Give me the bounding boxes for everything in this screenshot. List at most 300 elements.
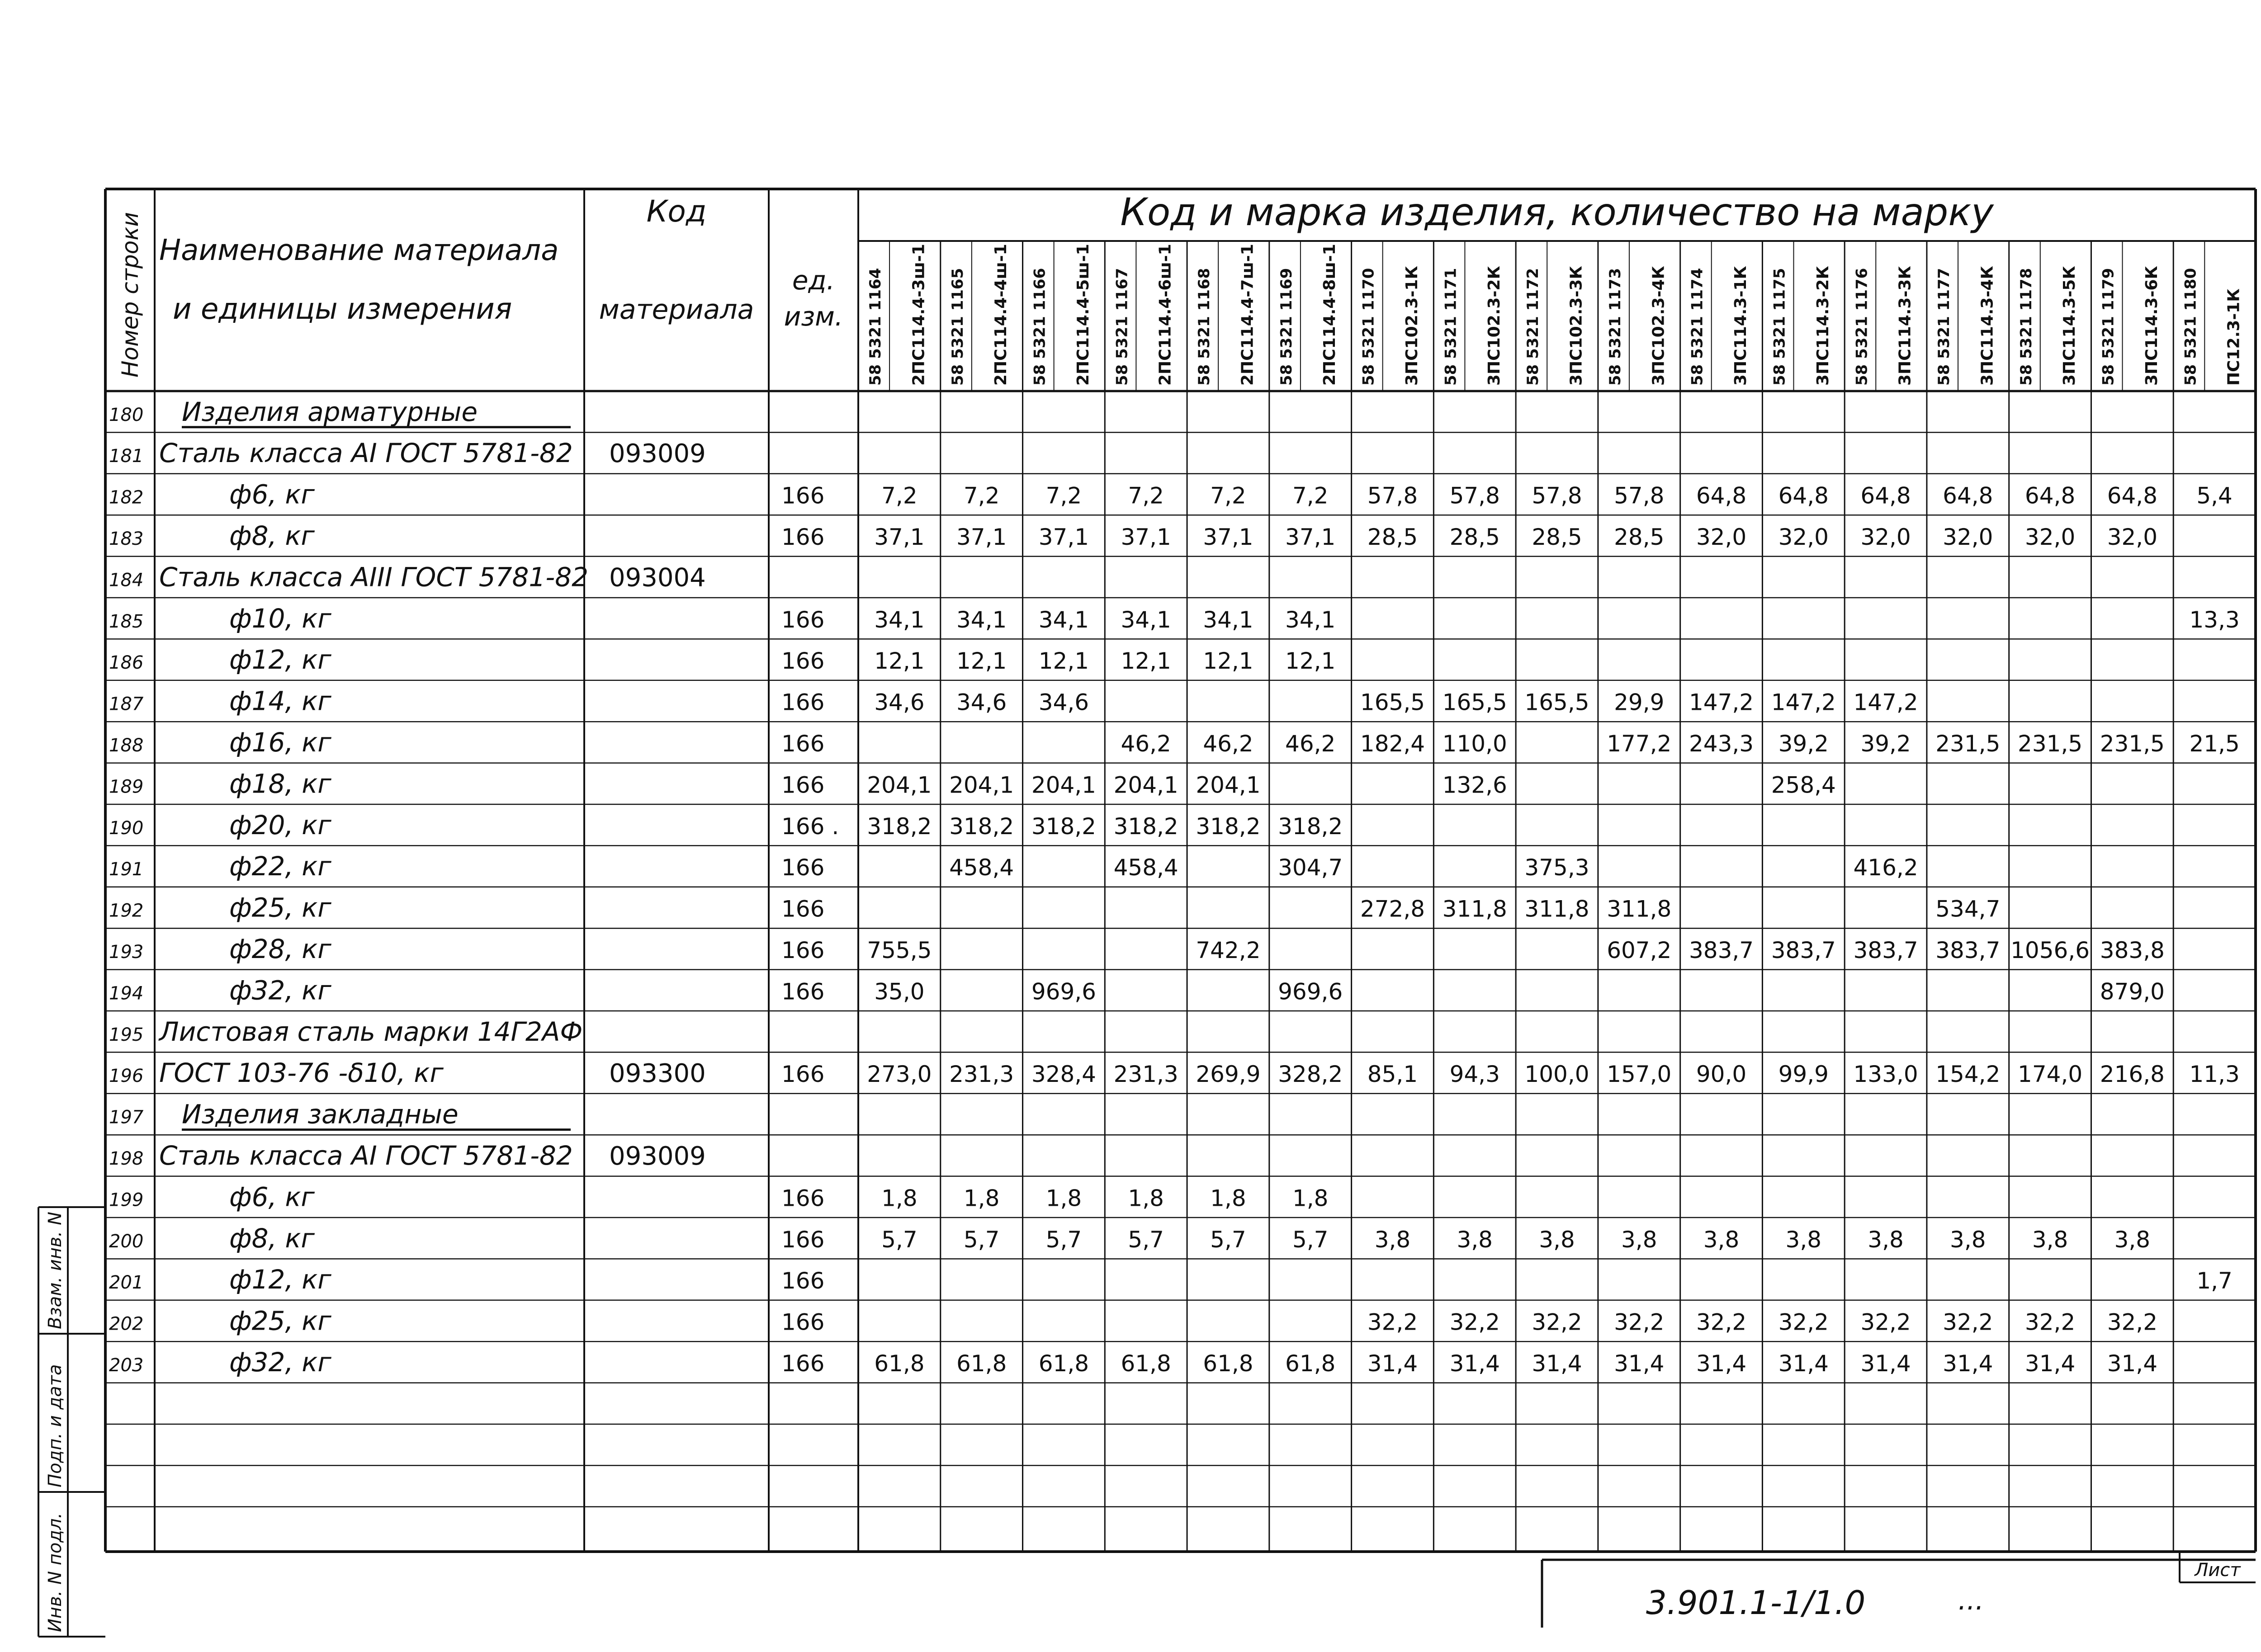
quantity-cell: 31,4	[1367, 1350, 1418, 1377]
quantity-cell: 110,0	[1442, 731, 1507, 757]
material-name: ф25, кг	[229, 1305, 331, 1336]
material-name: ГОСТ 103-76 -δ10, кг	[159, 1057, 444, 1089]
quantity-cell: 3,8	[1868, 1226, 1904, 1253]
quantity-cell: 607,2	[1607, 937, 1672, 964]
quantity-cell: 1,8	[1292, 1185, 1329, 1212]
quantity-cell: 37,1	[956, 524, 1007, 551]
quantity-cell: 94,3	[1449, 1061, 1500, 1088]
quantity-cell: 61,8	[1038, 1350, 1089, 1377]
material-name: ф18, кг	[229, 768, 331, 799]
material-name: ф8, кг	[229, 520, 315, 552]
quantity-cell: 12,1	[1285, 648, 1336, 675]
quantity-cell: 204,1	[867, 772, 932, 798]
quantity-cell: 3,8	[1457, 1226, 1493, 1253]
material-name: ф25, кг	[229, 892, 331, 923]
quantity-cell: 174,0	[2018, 1061, 2083, 1088]
quantity-cell: 318,2	[1278, 813, 1343, 840]
unit-header: ед.	[792, 265, 835, 296]
quantity-cell: 32,0	[2024, 524, 2076, 551]
quantity-cell: 231,3	[949, 1061, 1014, 1088]
quantity-cell: 37,1	[1038, 524, 1089, 551]
table-row	[109, 1057, 2240, 1088]
quantity-cell: 5,7	[1128, 1226, 1164, 1253]
quantity-cell: 383,7	[1935, 937, 2001, 964]
quantity-cell: 5,7	[1292, 1226, 1329, 1253]
row-number: 196	[109, 1066, 144, 1087]
quantity-cell: 34,1	[874, 606, 925, 633]
table-row	[109, 810, 1343, 840]
quantity-cell: 147,2	[1853, 689, 1918, 716]
material-name: Листовая сталь марки 14Г2АФ	[159, 1016, 583, 1047]
quantity-cell: 375,3	[1524, 854, 1589, 881]
quantity-cell: 12,1	[1203, 648, 1253, 675]
quantity-cell: 39,2	[1860, 731, 1911, 757]
quantity-cell: 12,1	[1121, 648, 1171, 675]
quantity-cell: 34,1	[956, 606, 1007, 633]
quantity-cell: 3,8	[1950, 1226, 1986, 1253]
unit-code: 166	[781, 524, 825, 551]
quantity-cell: 5,7	[1210, 1226, 1246, 1253]
quantity-cell: 61,8	[1121, 1350, 1171, 1377]
table-row	[109, 1016, 582, 1047]
quantity-cell: 61,8	[874, 1350, 925, 1377]
row-number: 199	[109, 1189, 144, 1211]
quantity-cell: 46,2	[1203, 731, 1253, 757]
quantity-cell: 37,1	[1203, 524, 1253, 551]
quantity-cell: 216,8	[2100, 1061, 2165, 1088]
quantity-cell: 31,4	[1449, 1350, 1500, 1377]
material-name: Изделия арматурные	[182, 396, 478, 427]
column-mark: 2ПС114.4-3ш-1	[909, 244, 928, 386]
column-mark: 3ПС114.3-6К	[2142, 266, 2161, 386]
quantity-cell: 28,5	[1449, 524, 1500, 551]
row-number: 201	[109, 1272, 144, 1293]
quantity-cell: 311,8	[1524, 896, 1589, 922]
column-code: 58 5321 1167	[1113, 268, 1131, 386]
table-row	[109, 1181, 1328, 1212]
quantity-cell: 165,5	[1360, 689, 1425, 716]
column-mark: 3ПС102.3-3К	[1567, 266, 1586, 386]
quantity-cell: 383,7	[1853, 937, 1918, 964]
quantity-cell: 534,7	[1935, 896, 2001, 922]
unit-code: 166 .	[781, 813, 839, 840]
quantity-cell: 34,1	[1038, 606, 1089, 633]
column-code: 58 5321 1169	[1277, 268, 1296, 386]
quantity-cell: 28,5	[1367, 524, 1418, 551]
quantity-cell: 32,2	[1367, 1309, 1418, 1336]
quantity-cell: 64,8	[1943, 482, 1993, 509]
quantity-cell: 243,3	[1689, 731, 1754, 757]
quantity-cell: 32,2	[1696, 1309, 1747, 1336]
quantity-cell: 1,8	[881, 1185, 918, 1212]
quantity-cell: 311,8	[1442, 896, 1507, 922]
quantity-cell: 318,2	[1196, 813, 1261, 840]
quantity-cell: 231,5	[2018, 731, 2083, 757]
quantity-cell: 147,2	[1771, 689, 1836, 716]
title-block	[1542, 1552, 2256, 1628]
quantity-cell: 1,7	[2196, 1268, 2233, 1294]
quantity-cell: 154,2	[1935, 1061, 2001, 1088]
quantity-cell: 458,4	[949, 854, 1014, 881]
material-name: ф12, кг	[229, 1264, 331, 1295]
table-row	[109, 1306, 2157, 1336]
stamp-replacement-inv: Взам. инв. N	[45, 1212, 66, 1329]
quantity-cell: 3,8	[1374, 1226, 1411, 1253]
stamp-original-inv: Инв. N подл.	[45, 1512, 66, 1632]
quantity-cell: 64,8	[2024, 482, 2076, 509]
row-number: 184	[109, 570, 144, 591]
material-name: ф6, кг	[229, 479, 315, 510]
unit-code: 166	[781, 482, 825, 509]
quantity-cell: 1,8	[1128, 1185, 1164, 1212]
quantity-cell: 258,4	[1771, 772, 1836, 798]
column-code: 58 5321 1178	[2017, 268, 2035, 386]
quantity-cell: 61,8	[1203, 1350, 1253, 1377]
table-row	[109, 975, 2165, 1005]
row-number-header: Номер строки	[117, 212, 143, 378]
column-code: 58 5321 1174	[1688, 268, 1707, 386]
column-mark: 3ПС102.3-2К	[1485, 266, 1504, 386]
quantity-cell: 34,6	[1038, 689, 1089, 716]
unit-code: 166	[781, 1185, 825, 1212]
quantity-cell: 32,0	[1778, 524, 1829, 551]
stamp-signature-date: Подп. и дата	[45, 1364, 66, 1487]
side-stamp	[38, 1207, 105, 1637]
row-number: 192	[109, 900, 144, 921]
product-header: Код и марка изделия, количество на марку	[1120, 190, 1994, 234]
row-number: 190	[109, 817, 144, 839]
quantity-cell: 742,2	[1196, 937, 1261, 964]
column-code: 58 5321 1177	[1935, 268, 1954, 386]
quantity-cell: 273,0	[867, 1061, 932, 1088]
table-row	[109, 603, 2240, 634]
table-header	[117, 190, 1994, 378]
material-name: Сталь класса AI ГОСТ 5781-82	[159, 438, 573, 469]
table-row	[109, 1099, 571, 1130]
quantity-cell: 7,2	[1128, 482, 1164, 509]
table-row	[109, 934, 2165, 964]
unit-code: 166	[781, 1226, 825, 1253]
quantity-cell: 57,8	[1449, 482, 1500, 509]
quantity-cell: 204,1	[1196, 772, 1261, 798]
table-row	[109, 396, 571, 427]
quantity-cell: 37,1	[874, 524, 925, 551]
quantity-cell: 204,1	[949, 772, 1014, 798]
quantity-cell: 90,0	[1696, 1061, 1747, 1088]
quantity-cell: 34,6	[956, 689, 1007, 716]
quantity-cell: 416,2	[1853, 854, 1918, 881]
unit-code: 166	[781, 772, 825, 798]
unit-code: 166	[781, 1061, 825, 1088]
table-grid	[105, 189, 2256, 1552]
quantity-cell: 34,1	[1285, 606, 1336, 633]
quantity-cell: 5,7	[881, 1226, 918, 1253]
unit-header-line2: изм.	[784, 301, 843, 332]
material-name-header-line2: и единицы измерения	[173, 293, 512, 326]
row-number: 181	[109, 446, 144, 467]
column-code: 58 5321 1165	[948, 268, 967, 386]
quantity-cell: 32,2	[1778, 1309, 1829, 1336]
quantity-cell: 32,2	[1532, 1309, 1582, 1336]
quantity-cell: 31,4	[1943, 1350, 1993, 1377]
quantity-cell: 31,4	[2024, 1350, 2076, 1377]
quantity-cell: 34,1	[1121, 606, 1171, 633]
column-mark: 3ПС114.3-5К	[2060, 266, 2079, 386]
quantity-cell: 383,8	[2100, 937, 2165, 964]
material-code: 093004	[609, 563, 706, 593]
quantity-cell: 3,8	[1785, 1226, 1822, 1253]
quantity-cell: 328,2	[1278, 1061, 1343, 1088]
quantity-cell: 1,8	[1210, 1185, 1246, 1212]
quantity-cell: 29,9	[1614, 689, 1665, 716]
column-mark: 2ПС114.4-5ш-1	[1074, 244, 1093, 386]
material-name: ф32, кг	[229, 1347, 331, 1378]
table-row	[109, 892, 2000, 923]
unit-code: 166	[781, 896, 825, 922]
column-mark: 2ПС114.4-4ш-1	[992, 244, 1011, 386]
quantity-cell: 318,2	[1113, 813, 1178, 840]
material-name: ф32, кг	[229, 975, 331, 1006]
table-row	[109, 727, 2240, 758]
quantity-cell: 7,2	[1210, 482, 1246, 509]
quantity-cell: 31,4	[1614, 1350, 1665, 1377]
quantity-cell: 328,4	[1031, 1061, 1096, 1088]
quantity-cell: 34,1	[1203, 606, 1253, 633]
quantity-cell: 31,4	[1860, 1350, 1911, 1377]
quantity-cell: 28,5	[1614, 524, 1665, 551]
quantity-cell: 133,0	[1853, 1061, 1918, 1088]
unit-code: 166	[781, 978, 825, 1005]
quantity-cell: 37,1	[1285, 524, 1336, 551]
quantity-cell: 31,4	[1778, 1350, 1829, 1377]
quantity-cell: 31,4	[1532, 1350, 1582, 1377]
quantity-cell: 269,9	[1196, 1061, 1261, 1088]
row-number: 191	[109, 859, 144, 880]
sheet-label: Лист	[2195, 1560, 2241, 1581]
column-mark: 3ПС114.3-2К	[1813, 266, 1832, 386]
quantity-cell: 12,1	[1038, 648, 1089, 675]
table-row	[109, 768, 1836, 799]
quantity-cell: 272,8	[1360, 896, 1425, 922]
quantity-cell: 132,6	[1442, 772, 1507, 798]
document-code-tail: ...	[1958, 1585, 1984, 1616]
material-name: Изделия закладные	[182, 1099, 459, 1130]
material-name: ф16, кг	[229, 727, 331, 758]
table-row	[109, 562, 706, 592]
material-name: ф22, кг	[229, 851, 331, 882]
quantity-cell: 39,2	[1778, 731, 1829, 757]
row-number: 189	[109, 776, 144, 798]
document-code: 3.901.1-1/1.0	[1646, 1584, 1866, 1622]
quantity-cell: 3,8	[1703, 1226, 1740, 1253]
row-number: 182	[109, 487, 144, 508]
unit-code: 166	[781, 689, 825, 716]
unit-code: 166	[781, 648, 825, 675]
column-mark: 3ПС114.3-1К	[1731, 266, 1750, 386]
column-mark: 2ПС114.4-8ш-1	[1320, 244, 1339, 386]
row-number: 193	[109, 942, 144, 963]
material-name: ф12, кг	[229, 644, 331, 675]
column-code: 58 5321 1176	[1853, 268, 1871, 386]
quantity-cell: 1056,6	[2010, 937, 2090, 964]
table-row	[109, 644, 1335, 675]
row-number: 203	[109, 1355, 144, 1376]
quantity-cell: 3,8	[2114, 1226, 2151, 1253]
table-row	[109, 686, 1918, 717]
unit-code: 166	[781, 1309, 825, 1336]
quantity-cell: 46,2	[1285, 731, 1336, 757]
quantity-cell: 32,0	[1696, 524, 1747, 551]
quantity-cell: 1,8	[1045, 1185, 1082, 1212]
quantity-cell: 5,7	[963, 1226, 1000, 1253]
table-row	[109, 520, 2157, 551]
quantity-cell: 32,2	[2024, 1309, 2076, 1336]
row-number: 202	[109, 1313, 144, 1335]
row-number: 186	[109, 652, 144, 674]
column-mark: 2ПС114.4-7ш-1	[1238, 244, 1257, 386]
quantity-cell: 34,6	[874, 689, 925, 716]
row-number: 183	[109, 529, 144, 550]
column-code: 58 5321 1168	[1195, 268, 1214, 386]
quantity-cell: 37,1	[1121, 524, 1171, 551]
quantity-cell: 458,4	[1113, 854, 1178, 881]
material-name: ф14, кг	[229, 685, 331, 717]
column-code: 58 5321 1179	[2099, 268, 2118, 386]
quantity-cell: 383,7	[1771, 937, 1836, 964]
quantity-cell: 204,1	[1031, 772, 1096, 798]
material-name: ф8, кг	[229, 1222, 315, 1254]
quantity-cell: 64,8	[1778, 482, 1829, 509]
quantity-cell: 231,5	[2100, 731, 2165, 757]
row-number: 195	[109, 1024, 144, 1045]
quantity-cell: 85,1	[1367, 1061, 1418, 1088]
material-name: Сталь класса AIII ГОСТ 5781-82	[159, 562, 589, 593]
quantity-cell: 31,4	[2107, 1350, 2158, 1377]
column-mark: 3ПС102.3-4К	[1649, 266, 1668, 386]
quantity-cell: 28,5	[1532, 524, 1582, 551]
material-name-header: Наименование материала	[159, 234, 559, 267]
quantity-cell: 12,1	[874, 648, 925, 675]
quantity-cell: 57,8	[1367, 482, 1418, 509]
quantity-cell: 11,3	[2189, 1061, 2240, 1088]
quantity-cell: 755,5	[867, 937, 932, 964]
quantity-cell: 100,0	[1524, 1061, 1589, 1088]
unit-code: 166	[781, 606, 825, 633]
quantity-cell: 182,4	[1360, 731, 1425, 757]
quantity-cell: 969,6	[1278, 978, 1343, 1005]
quantity-cell: 311,8	[1607, 896, 1672, 922]
quantity-cell: 32,2	[1614, 1309, 1665, 1336]
material-name: ф6, кг	[229, 1181, 315, 1213]
quantity-cell: 231,5	[1935, 731, 2001, 757]
material-name: Сталь класса AI ГОСТ 5781-82	[159, 1140, 573, 1171]
code-header-bottom: материала	[599, 294, 754, 326]
quantity-cell: 7,2	[1292, 482, 1329, 509]
material-name: ф20, кг	[229, 809, 331, 840]
quantity-cell: 12,1	[956, 648, 1007, 675]
quantity-cell: 5,7	[1045, 1226, 1082, 1253]
column-mark: 3ПС102.3-1К	[1403, 266, 1421, 386]
table-row	[109, 1264, 2233, 1295]
quantity-cell: 64,8	[2107, 482, 2158, 509]
quantity-cell: 99,9	[1778, 1061, 1829, 1088]
quantity-cell: 35,0	[874, 978, 925, 1005]
quantity-cell: 7,2	[963, 482, 1000, 509]
quantity-cell: 61,8	[956, 1350, 1007, 1377]
column-code: 58 5321 1166	[1031, 268, 1049, 386]
quantity-cell: 32,2	[1449, 1309, 1500, 1336]
quantity-cell: 165,5	[1524, 689, 1589, 716]
quantity-cell: 231,3	[1113, 1061, 1178, 1088]
table-row	[109, 438, 706, 468]
quantity-cell: 177,2	[1607, 731, 1672, 757]
row-number: 185	[109, 611, 144, 632]
quantity-cell: 61,8	[1285, 1350, 1336, 1377]
column-mark: 3ПС114.3-4К	[1978, 266, 1997, 386]
quantity-cell: 318,2	[1031, 813, 1096, 840]
quantity-cell: 147,2	[1689, 689, 1754, 716]
row-number: 194	[109, 983, 144, 1004]
quantity-cell: 318,2	[867, 813, 932, 840]
material-name: ф28, кг	[229, 934, 331, 965]
row-number: 180	[109, 404, 144, 425]
quantity-cell: 13,3	[2189, 606, 2240, 633]
column-headers	[866, 244, 2243, 386]
quantity-cell: 7,2	[1045, 482, 1082, 509]
column-code: 58 5321 1180	[2181, 268, 2200, 386]
quantity-cell: 32,2	[2107, 1309, 2158, 1336]
quantity-cell: 32,0	[1860, 524, 1911, 551]
unit-code: 166	[781, 1268, 825, 1294]
quantity-cell: 64,8	[1696, 482, 1747, 509]
column-code: 58 5321 1173	[1606, 268, 1624, 386]
table-row	[109, 479, 2233, 510]
unit-code: 166	[781, 854, 825, 881]
quantity-cell: 318,2	[949, 813, 1014, 840]
quantity-cell: 3,8	[2032, 1226, 2068, 1253]
quantity-cell: 5,4	[2196, 482, 2233, 509]
row-number: 188	[109, 735, 144, 756]
row-number: 187	[109, 694, 144, 715]
material-code: 093009	[609, 439, 706, 469]
table-row	[109, 1347, 2157, 1378]
quantity-cell: 165,5	[1442, 689, 1507, 716]
column-code: 58 5321 1172	[1524, 268, 1542, 386]
quantity-cell: 46,2	[1121, 731, 1171, 757]
column-code: 58 5321 1171	[1442, 268, 1460, 386]
quantity-cell: 57,8	[1532, 482, 1582, 509]
quantity-cell: 32,2	[1860, 1309, 1911, 1336]
quantity-cell: 7,2	[881, 482, 918, 509]
unit-code: 166	[781, 937, 825, 964]
unit-code: 166	[781, 731, 825, 757]
quantity-cell: 304,7	[1278, 854, 1343, 881]
quantity-cell: 157,0	[1607, 1061, 1672, 1088]
material-code: 093009	[609, 1142, 706, 1171]
column-code: 58 5321 1164	[866, 268, 885, 386]
quantity-cell: 3,8	[1621, 1226, 1657, 1253]
quantity-cell: 969,6	[1031, 978, 1096, 1005]
table-row	[109, 851, 1918, 882]
quantity-cell: 383,7	[1689, 937, 1754, 964]
column-mark: ПС12.3-1К	[2224, 288, 2243, 386]
quantity-cell: 57,8	[1614, 482, 1665, 509]
quantity-cell: 21,5	[2189, 731, 2240, 757]
unit-code: 166	[781, 1350, 825, 1377]
row-number: 197	[109, 1107, 144, 1128]
quantity-cell: 32,0	[1943, 524, 1993, 551]
column-mark: 3ПС114.3-3К	[1896, 266, 1915, 386]
